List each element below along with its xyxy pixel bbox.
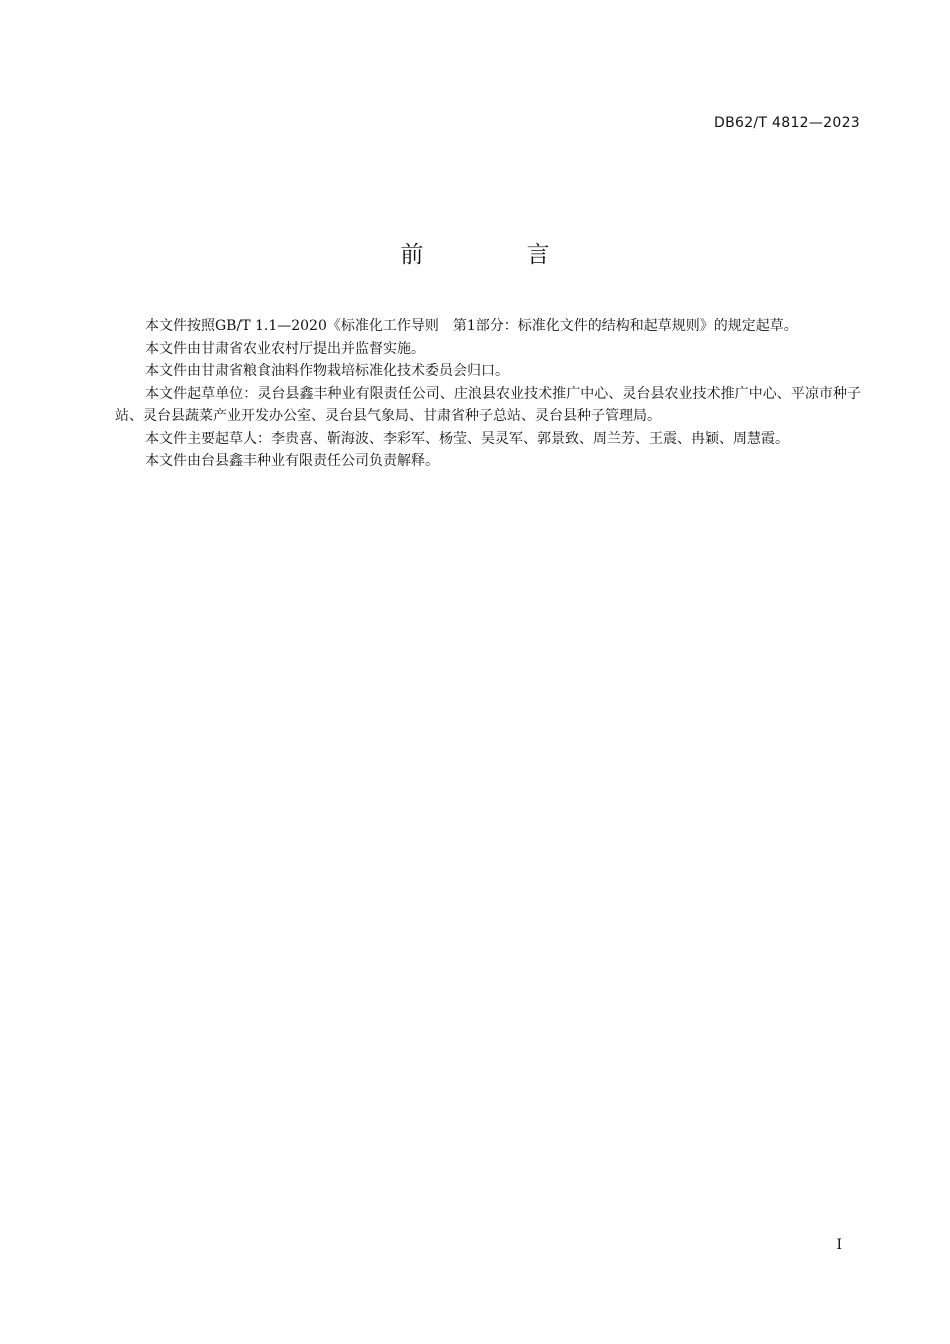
paragraph-committee: 本文件由甘肃省粮食油料作物栽培标准化技术委员会归口。: [145, 363, 509, 379]
foreword-body: [115, 315, 861, 473]
paragraph-proposer: 本文件由甘肃省农业农村厅提出并监督实施。: [145, 340, 425, 357]
paragraph-drafting-rules: 本文件按照GB/T 1.1—2020《标准化工作导则 第1部分：标准化文件的结构和起草规则》的规定起草。: [145, 318, 798, 334]
document-code: DB62/T 4812—2023: [714, 115, 860, 131]
paragraph-drafting-units: 本文件起草单位：灵台县鑫丰种业有限责任公司、庄浪县农业技术推广中心、灵台县农业技术推广中心、平凉市种子站、灵台县蔬菜产业开发办公室、灵台县气象局、甘肃省种子总站、灵台县种子管理局。: [115, 385, 861, 424]
paragraph-drafters: 本文件主要起草人：李贵喜、靳海波、李彩军、杨莹、吴灵军、郭景致、周兰芳、王震、冉颖、周慧霞。: [145, 430, 789, 447]
page-number: I: [836, 1237, 842, 1253]
paragraph-interpretation: 本文件由台县鑫丰种业有限责任公司负责解释。: [145, 453, 439, 469]
section-title: 前 言: [400, 242, 598, 268]
